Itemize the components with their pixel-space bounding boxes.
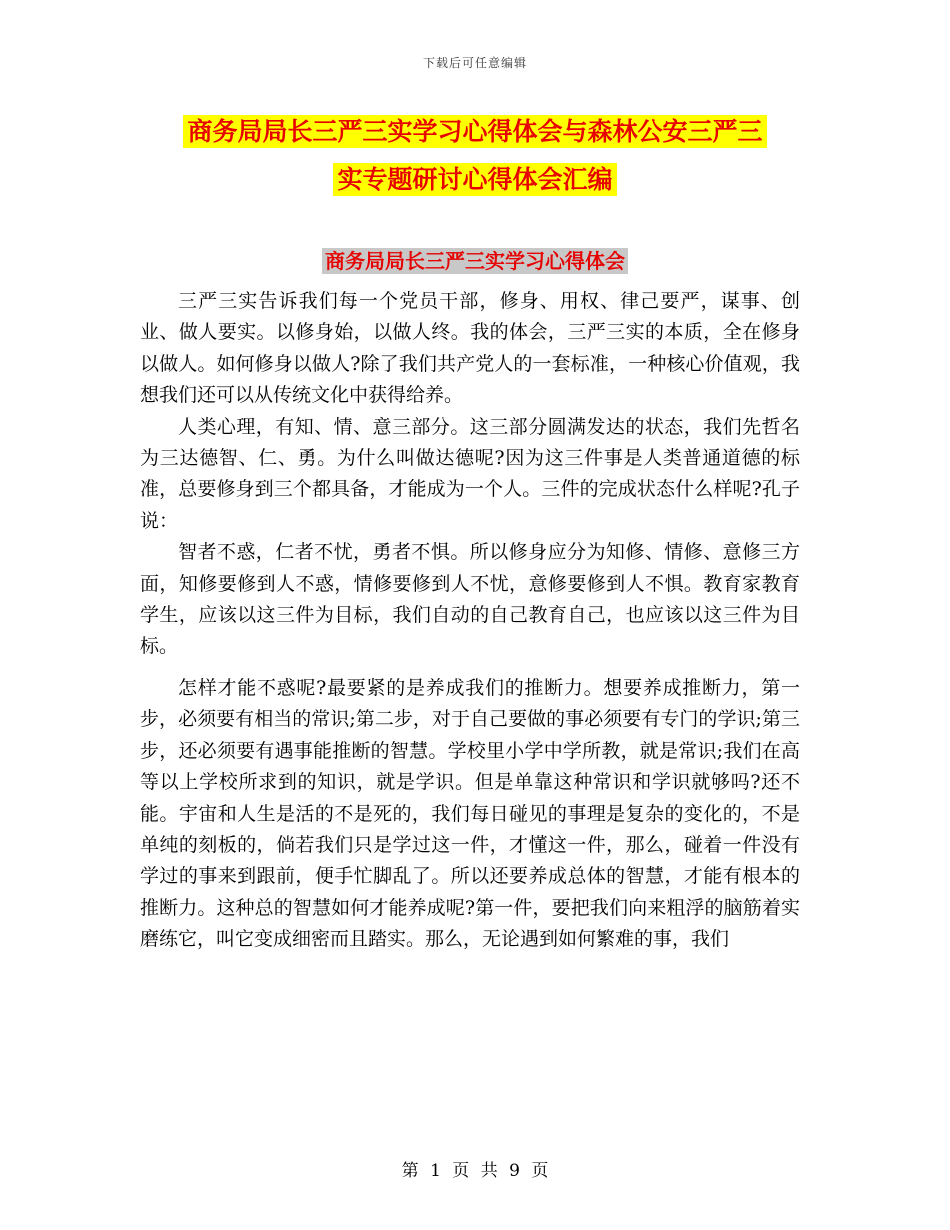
document-title	[140, 108, 810, 204]
paragraph-3: 智者不惑，仁者不忧，勇者不惧。所以修身应分为知修、情修、意修三方面，知修要修到人不惑，情修要修到人不忧，意修要修到人不惧。教育家教育学生，应该以这三件为目标，我们自动的自己教育自己，也应该以这三件为目标。	[140, 541, 800, 658]
paragraph-4: 怎样才能不惑呢?最要紧的是养成我们的推断力。想要养成推断力，第一步，必须要有相当的常识;第二步，对于自己要做的事必须要有专门的学识;第三步，还必须要有遇事能推断的智慧。学校里小学中学所教，就是常识;我们在高等以上学校所求到的知识，就是学识。但是单靠这种常识和学识就够吗?还不能。宇宙和人生是活的不是死的，我们每日碰见的事理是复杂的变化的，不是单纯的刻板的，倘若我们只是学过这一件，才懂这一件，那么，碰着一件没有学过的事来到跟前，便手忙脚乱了。所以还要养成总体的智慧，才能有根本的推断力。这种总的智慧如何才能养成呢?第一件，要把我们向来粗浮的脑筋着实磨练它，叫它变成细密而且踏实。那么，无论遇到如何繁难的事，我们	[140, 676, 800, 951]
page-number: 第 1 页 共 9 页	[401, 1161, 549, 1181]
document-title-line2: 实专题研讨心得体会汇编	[333, 163, 616, 196]
section-title-text: 商务局局长三严三实学习心得体会	[322, 248, 628, 274]
paragraph-1: 三严三实告诉我们每一个党员干部，修身、用权、律己要严，谋事、创业、做人要实。以修身始，以做人终。我的体会，三严三实的本质，全在修身以做人。如何修身以做人?除了我们共产党人的一套标准，一种核心价值观，我想我们还可以从传统文化中获得给养。	[140, 290, 800, 407]
document-title-line1: 商务局局长三严三实学习心得体会与森林公安三严三	[183, 115, 766, 148]
document-body	[140, 286, 800, 956]
section-title	[0, 246, 950, 276]
paragraph-2: 人类心理，有知、情、意三部分。这三部分圆满发达的状态，我们先哲名为三达德智、仁、勇。为什么叫做达德呢?因为这三件事是人类普通道德的标准，总要修身到三个都具备，才能成为一个人。三件的完成状态什么样呢?孔子说：	[140, 415, 800, 532]
page-header-note: 下载后可任意编辑	[422, 56, 527, 70]
